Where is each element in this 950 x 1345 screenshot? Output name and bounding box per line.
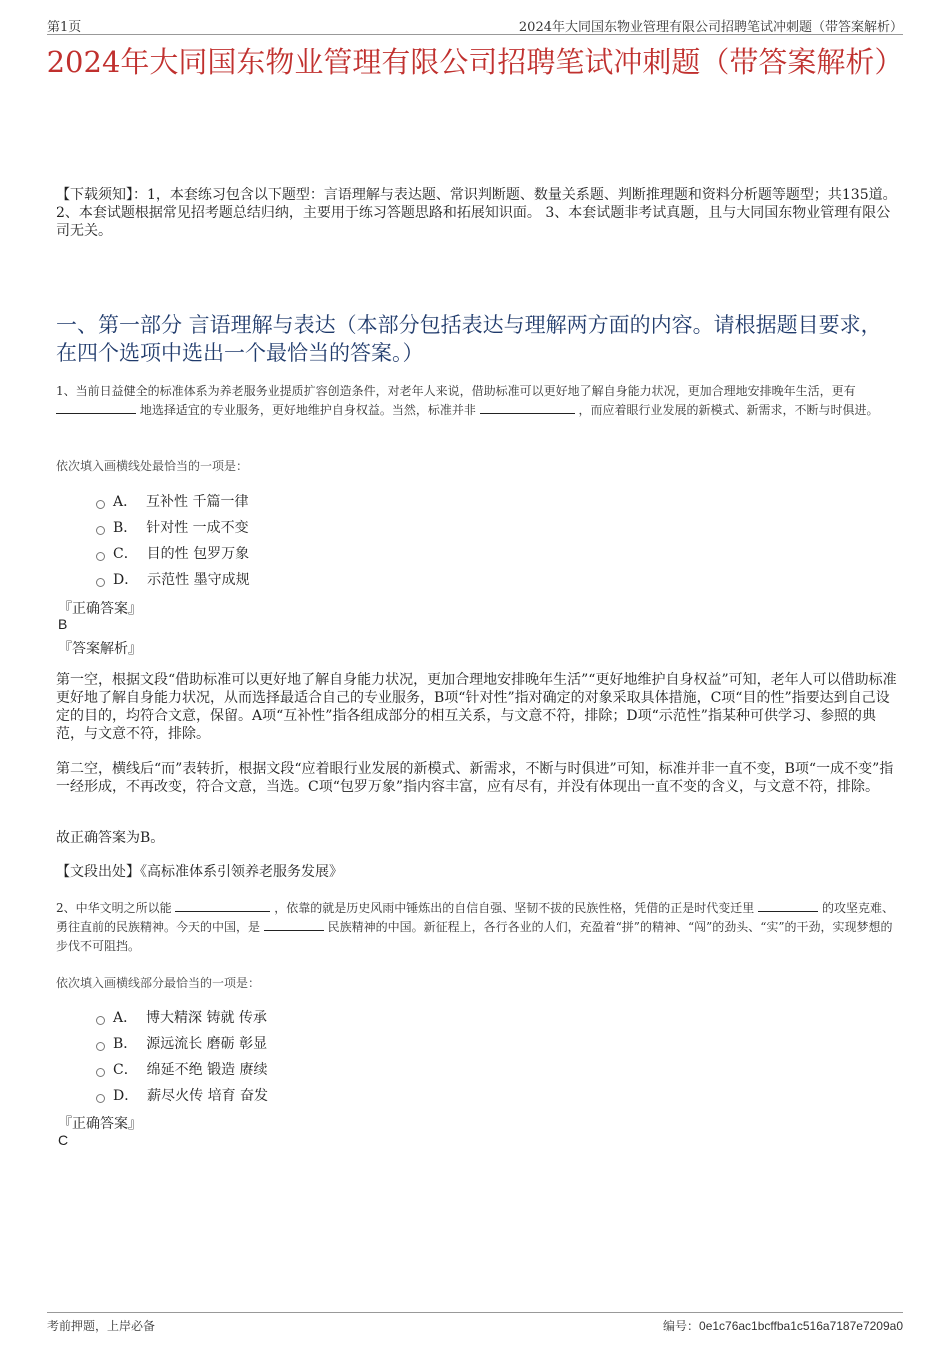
section-heading: 一、第一部分 言语理解与表达（本部分包括表达与理解两方面的内容。请根据题目要求，在四个选项中选出一个最恰当的答案。） [56, 313, 882, 365]
page-header [47, 14, 903, 35]
radio-button-icon[interactable] [96, 1068, 105, 1077]
radio-button-icon[interactable] [96, 552, 105, 561]
question-2-option-a[interactable]: A． 博大精深 铸就 传承 [96, 1007, 267, 1027]
question-1-option-d[interactable]: D． 示范性 墨守成规 [96, 569, 250, 589]
answer-label: 『正确答案』 [58, 1116, 142, 1132]
radio-button-icon[interactable] [96, 1042, 105, 1051]
source-citation: 【文段出处】《高标准体系引领养老服务发展》 [56, 864, 343, 880]
page-footer [47, 1312, 903, 1333]
blank-line [480, 401, 575, 414]
radio-button-icon[interactable] [96, 500, 105, 509]
radio-button-icon[interactable] [96, 578, 105, 587]
analysis-conclusion: 故正确答案为B。 [56, 830, 165, 846]
answer-value: B [58, 616, 68, 632]
analysis-paragraph-2: 第二空，横线后“而”表转折，根据文段“应着眼行业发展的新模式、新需求，不断与时俱进”可知，标准并非一直不变，B项“一成不变”指一经形成，不再改变，符合文意，当选。C项“包罗万象”指内容丰富，应有尽有，并没有体现出一直不变的含义，与文意不符，排除。 [56, 761, 894, 795]
radio-button-icon[interactable] [96, 1016, 105, 1025]
blank-line [175, 899, 270, 912]
analysis-paragraph-1: 第一空，根据文段“借助标准可以更好地了解自身能力状况，更加合理地安排晚年生活”“更好地维护自身权益”可知，老年人可以借助标准更好地了解自身能力状况，从而选择最适合自己的专业服务，B项“针对性”指对确定的对象采取具体措施，C项“目的性”指要达到自己设定的目的，均符合文意，保留。A项“互补性”指各组成部分的相互关系，与文意不符，排除；D项“示范性”指某种可供学习、参照的典范，与文意不符，排除。 [56, 672, 897, 742]
question-2-prompt: 依次填入画横线部分最恰当的一项是： [56, 976, 261, 990]
blank-line [56, 401, 136, 414]
question-1-option-c[interactable]: C． 目的性 包罗万象 [96, 543, 249, 563]
question-2-option-d[interactable]: D． 薪尽火传 培育 奋发 [96, 1085, 268, 1105]
document-title: 2024年大同国东物业管理有限公司招聘笔试冲刺题（带答案解析） [46, 45, 904, 79]
question-2-option-c[interactable]: C． 绵延不绝 锻造 赓续 [96, 1059, 268, 1079]
blank-line [758, 899, 818, 912]
radio-button-icon[interactable] [96, 526, 105, 535]
page-number: 第1页 [47, 20, 82, 35]
analysis-label: 『答案解析』 [58, 641, 142, 657]
radio-button-icon[interactable] [96, 1094, 105, 1103]
question-2-text: 2、中华文明之所以能 ，依靠的就是历史风雨中锤炼出的自信自强、坚韧不拔的民族性格，凭借的正是时代变迁里 的攻坚克难、勇往直前的民族精神。今天的中国，是 民族精神的中国。新征程上，各行各业的人们，充盈着“拼”的精神、“闯”的劲头、“实”的干劲，实现梦想的步伐不可阻挡。 [56, 901, 894, 953]
answer-value: C [58, 1132, 69, 1148]
header-doc-title: 2024年大同国东物业管理有限公司招聘笔试冲刺题（带答案解析） [518, 20, 903, 35]
answer-label: 『正确答案』 [58, 601, 142, 617]
question-1-option-b[interactable]: B． 针对性 一成不变 [96, 517, 249, 537]
question-1-option-a[interactable]: A． 互补性 千篇一律 [96, 491, 248, 511]
footer-code: 编号：0e1c76ac1bcffba1c516a7187e7209a0 [663, 1319, 903, 1333]
question-1-prompt: 依次填入画横线处最恰当的一项是： [56, 459, 249, 473]
question-1-text: 1、当前日益健全的标准体系为养老服务业提质扩容创造条件，对老年人来说，借助标准可以更好地了解自身能力状况，更加合理地安排晚年生活，更有 地选择适宜的专业服务，更好地维护自身权益。当然，标准并非 ，而应着眼行业发展的新模式、新需求，不断与时俱进。 [56, 384, 879, 417]
download-notice: 【下载须知】：1，本套练习包含以下题型：言语理解与表达题、常识判断题、数量关系题、判断推理题和资料分析题等题型；共135道。 2、本套试题根据常见招考题总结归纳，主要用于练习答题思路和拓展知识面。 3、本套试题非考试真题，且与大同国东物业管理有限公司无关。 [56, 187, 897, 239]
footer-slogan: 考前押题，上岸必备 [47, 1319, 156, 1333]
blank-line [264, 918, 324, 931]
question-2-option-b[interactable]: B． 源远流长 磨砺 彰显 [96, 1033, 267, 1053]
